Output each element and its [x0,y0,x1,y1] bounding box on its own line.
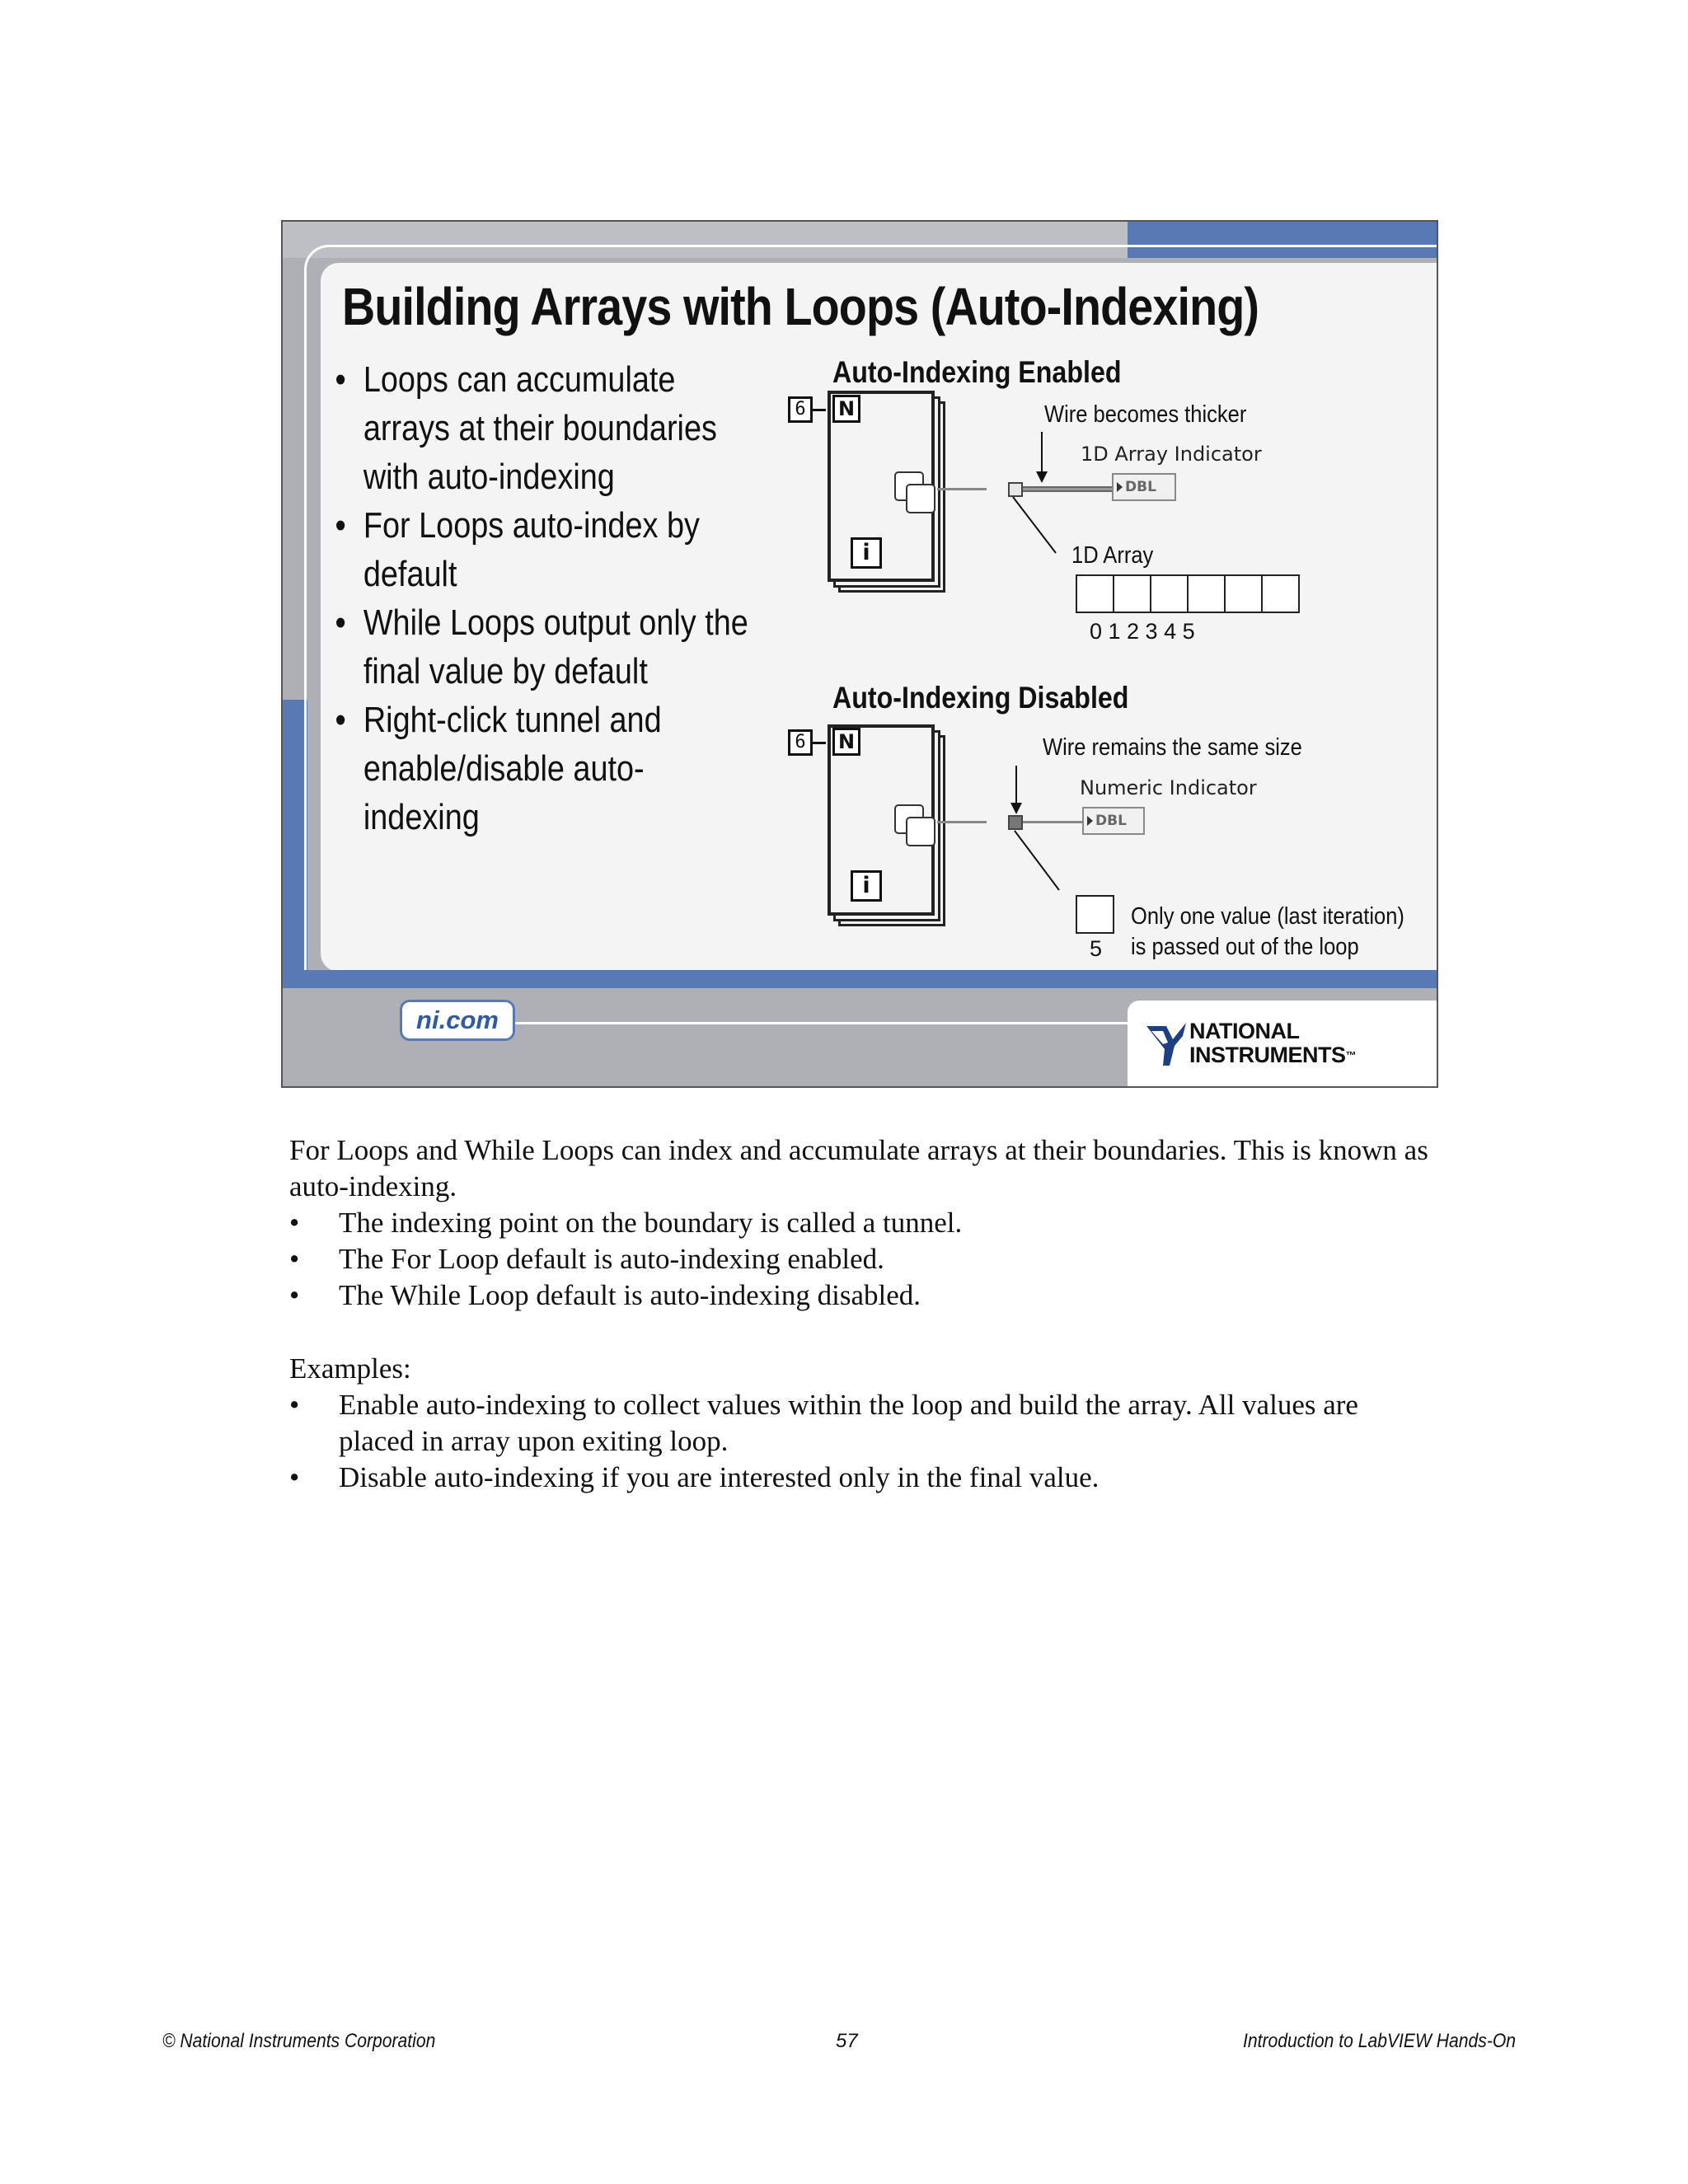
array-cell [1224,574,1263,613]
ni-eagle-logo-icon [1145,1021,1189,1067]
enabled-array-control [1076,574,1300,613]
disabled-heading: Auto-Indexing Disabled [832,681,1129,715]
bullet-glyph: • [289,1243,300,1275]
enabled-leader-line [1008,494,1074,560]
examples-heading: Examples: [289,1352,411,1385]
enabled-arrow-shaft [1041,432,1043,475]
slide-bullet-list [332,355,748,841]
bullet-glyph: • [289,1389,300,1421]
enabled-arrow-head [1036,471,1048,483]
random-number-dice-icon [906,817,935,846]
disabled-arrow-head [1010,803,1022,814]
disabled-dbl-indicator[interactable]: DBL [1082,807,1145,835]
disabled-indicator-label: Numeric Indicator [1080,776,1257,799]
bullet-glyph: • [289,1461,300,1493]
enabled-thick-wire [1023,486,1112,492]
slide-bullet: • While Loops output only the final value by default [332,598,760,696]
footer-copyright: © National Instruments Corporation [162,2030,436,2052]
array-cell [1261,574,1300,613]
enabled-n-terminal: N [832,395,860,423]
disabled-i-terminal: i [851,870,882,902]
footer-page-number: 57 [836,2030,858,2052]
slide-bottom-accent [283,970,1438,988]
array-cell [1113,574,1151,613]
array-cell [1150,574,1189,613]
slide-title: Building Arrays with Loops (Auto-Indexing) [342,277,1259,336]
enabled-i-terminal: i [851,537,882,569]
disabled-note-line1: Only one value (last iteration) [1131,903,1404,930]
slide-bullet: • Right-click tunnel and enable/disable auto-indexing [332,696,760,841]
enabled-wire-note: Wire becomes thicker [1044,401,1247,428]
array-cell [1076,574,1114,613]
enabled-count-wire [813,409,826,411]
disabled-count-constant: 6 [788,729,813,756]
body-bullet: The indexing point on the boundary is called a tunnel. [339,1207,963,1239]
disabled-numeric-value-box [1076,895,1114,934]
bullet-glyph: • [289,1207,300,1239]
example-bullet: Disable auto-indexing if you are interested only in the final value. [339,1461,1100,1493]
disabled-value: 5 [1090,936,1103,961]
random-number-dice-icon [906,484,935,513]
disabled-note-line2: is passed out of the loop [1131,934,1359,960]
slide [281,220,1438,1088]
ni-logo-trademark: ™ [1345,1049,1356,1062]
enabled-array-indices: 0 1 2 3 4 5 [1090,619,1195,644]
ni-logo-wordmark [1189,1019,1356,1067]
slide-bullet: • Loops can accumulate arrays at their boundaries with auto-indexing [332,355,760,501]
disabled-wire-note: Wire remains the same size [1043,734,1302,761]
enabled-indicator-label: 1D Array Indicator [1081,443,1262,466]
enabled-count-constant: 6 [788,396,813,423]
enabled-heading: Auto-Indexing Enabled [832,355,1122,389]
body-bullet: The While Loop default is auto-indexing disabled. [339,1279,921,1311]
enabled-dbl-indicator[interactable]: DBL [1112,473,1176,501]
body-bullet: The For Loop default is auto-indexing enabled. [339,1243,884,1275]
disabled-inner-wire [937,821,987,823]
disabled-count-wire [813,742,826,744]
disabled-leader-line [1008,827,1074,893]
intro-paragraph: For Loops and While Loops can index and accumulate arrays at their boundaries. This is known as auto-indexing. [289,1134,1428,1202]
array-cell [1187,574,1226,613]
footer-doc-title: Introduction to LabVIEW Hands-On [1243,2030,1517,2052]
disabled-arrow-shaft [1015,766,1017,807]
enabled-array-label: 1D Array [1071,542,1154,569]
ni-com-link[interactable]: ni.com [400,1000,515,1041]
ni-logo-line1: NATIONAL [1189,1019,1300,1043]
bullet-glyph: • [289,1279,300,1311]
disabled-n-terminal: N [832,728,860,756]
enabled-inner-wire [937,488,987,490]
slide-bullet: • For Loops auto-index by default [332,501,760,598]
ni-logo-line2: INSTRUMENTS™ [1189,1043,1356,1067]
example-bullet: Enable auto-indexing to collect values within the loop and build the array. All values are placed in array upon exiting loop. [339,1389,1358,1457]
